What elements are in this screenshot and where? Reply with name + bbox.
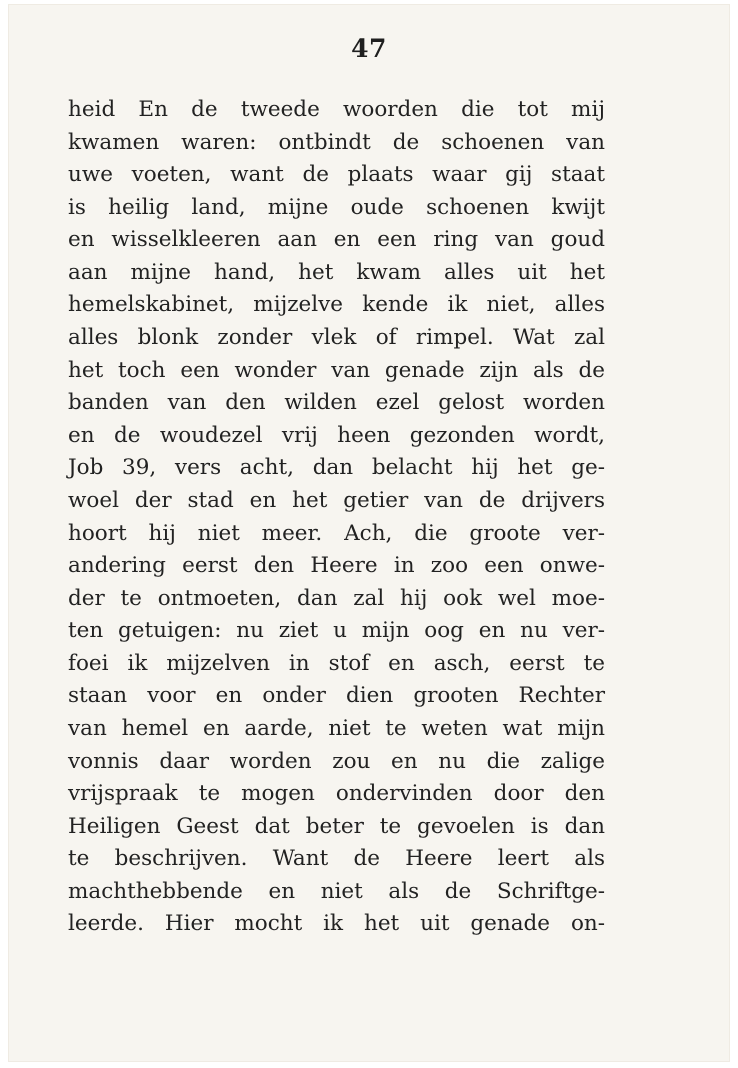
text-line: het toch een wonder van genade zijn als de (68, 357, 605, 383)
body-text (68, 94, 605, 941)
text-line: vonnis daar worden zou en nu die zalige (68, 748, 605, 774)
text-line: ten getuigen: nu ziet u mijn oog en nu ver- (68, 618, 605, 644)
text-line: Job 39, vers acht, dan belacht hij het ge- (68, 455, 605, 481)
text-line: heid En de tweede woorden die tot mij (68, 97, 605, 122)
text-line: en de woudezel vrij heen gezonden wordt, (68, 422, 605, 448)
text-line: uwe voeten, want de plaats waar gij staat (68, 162, 605, 188)
text-line: woel der stad en het getier van de drijvers (68, 487, 605, 513)
text-line: staan voor en onder dien grooten Rechter (68, 683, 605, 709)
text-line: alles blonk zonder vlek of rimpel. Wat zal (68, 325, 605, 351)
page-number: 47 (351, 34, 387, 63)
text-line: aan mijne hand, het kwam alles uit het (68, 259, 605, 285)
text-line: en wisselkleeren aan en een ring van goud (68, 227, 605, 253)
text-line: te beschrijven. Want de Heere leert als (68, 846, 605, 872)
text-line: hoort hij niet meer. Ach, die groote ver- (68, 520, 605, 546)
text-line: machthebbende en niet als de Schriftge- (68, 878, 605, 904)
text-line: kwamen waren: ontbindt de schoenen van (68, 129, 605, 155)
text-line: der te ontmoeten, dan zal hij ook wel moe- (68, 585, 605, 611)
text-line: banden van den wilden ezel gelost worden (68, 390, 605, 416)
text-line: is heilig land, mijne oude schoenen kwijt (68, 194, 605, 220)
text-line: van hemel en aarde, niet te weten wat mijn (68, 715, 605, 741)
text-line: Heiligen Geest dat beter te gevoelen is dan (68, 813, 605, 839)
text-line: leerde. Hier mocht ik het uit genade on- (68, 911, 605, 937)
text-line: foei ik mijzelven in stof en asch, eerst te (68, 650, 605, 676)
text-line: hemelskabinet, mijzelve kende ik niet, alles (68, 292, 605, 318)
text-line: vrijspraak te mogen ondervinden door den (68, 781, 605, 807)
text-line: andering eerst den Heere in zoo een onwe- (68, 553, 605, 579)
